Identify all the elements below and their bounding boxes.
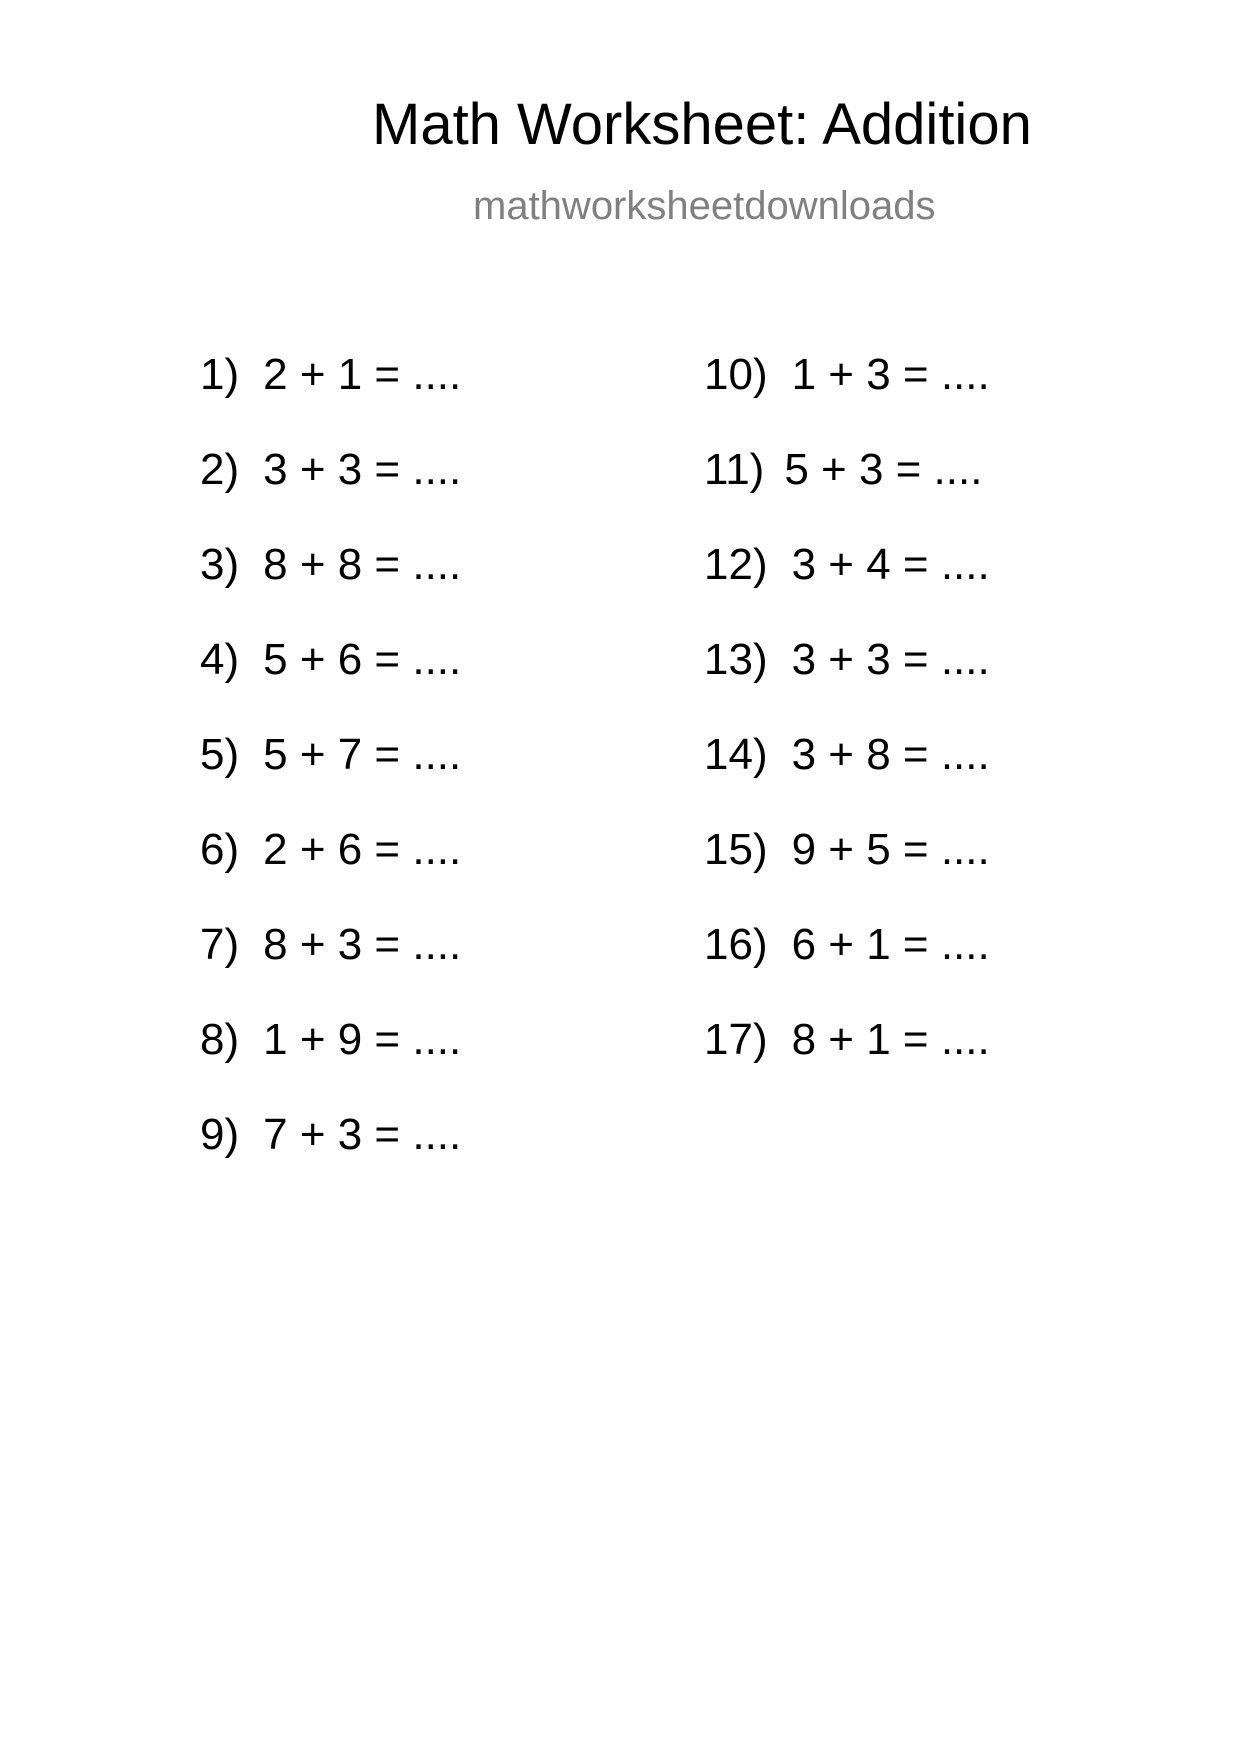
problem-number: 14)	[704, 730, 768, 779]
problem-expression: 9 + 5 = ....	[791, 825, 990, 874]
problem-number: 1)	[200, 350, 240, 399]
problem-item	[200, 350, 461, 400]
problem-number: 15)	[704, 825, 768, 874]
problem-number: 7)	[200, 920, 240, 969]
problem-item	[704, 920, 990, 970]
problem-item	[200, 1110, 461, 1160]
problem-item	[200, 1015, 461, 1065]
problem-number: 12)	[704, 540, 768, 589]
problem-expression: 3 + 3 = ....	[263, 445, 462, 494]
problem-expression: 3 + 8 = ....	[791, 730, 990, 779]
problem-item	[200, 825, 461, 875]
problem-item	[200, 920, 461, 970]
problem-number: 5)	[200, 730, 240, 779]
problem-expression: 1 + 3 = ....	[791, 350, 990, 399]
problem-number: 2)	[200, 445, 240, 494]
problem-expression: 5 + 3 = ....	[784, 445, 983, 494]
problem-item	[704, 730, 990, 780]
problem-item	[200, 730, 461, 780]
page-subtitle: mathworksheetdownloads	[473, 184, 936, 228]
problem-expression: 1 + 9 = ....	[263, 1015, 462, 1064]
problem-item	[200, 445, 461, 495]
problem-number: 6)	[200, 825, 240, 874]
problem-number: 11)	[704, 445, 765, 494]
problem-number: 8)	[200, 1015, 240, 1064]
problem-expression: 5 + 7 = ....	[263, 730, 462, 779]
problem-expression: 5 + 6 = ....	[263, 635, 462, 684]
problem-item	[200, 540, 461, 590]
problem-expression: 3 + 4 = ....	[791, 540, 990, 589]
problem-item	[704, 540, 990, 590]
problem-item	[704, 635, 990, 685]
problem-number: 10)	[704, 350, 768, 399]
problem-item	[704, 350, 990, 400]
problem-expression: 8 + 3 = ....	[263, 920, 462, 969]
problem-expression: 3 + 3 = ....	[791, 635, 990, 684]
problem-item	[704, 825, 990, 875]
problem-expression: 2 + 1 = ....	[263, 350, 462, 399]
problem-number: 3)	[200, 540, 240, 589]
page-title: Math Worksheet: Addition	[372, 92, 1032, 157]
problem-number: 13)	[704, 635, 768, 684]
problem-expression: 2 + 6 = ....	[263, 825, 462, 874]
problem-expression: 8 + 1 = ....	[791, 1015, 990, 1064]
problem-item	[200, 635, 461, 685]
problem-number: 17)	[704, 1015, 768, 1064]
problem-expression: 8 + 8 = ....	[263, 540, 462, 589]
problem-number: 4)	[200, 635, 240, 684]
problem-item	[704, 445, 982, 495]
problem-item	[704, 1015, 990, 1065]
problem-number: 9)	[200, 1110, 240, 1159]
problem-expression: 7 + 3 = ....	[263, 1110, 462, 1159]
problem-number: 16)	[704, 920, 768, 969]
problem-expression: 6 + 1 = ....	[791, 920, 990, 969]
